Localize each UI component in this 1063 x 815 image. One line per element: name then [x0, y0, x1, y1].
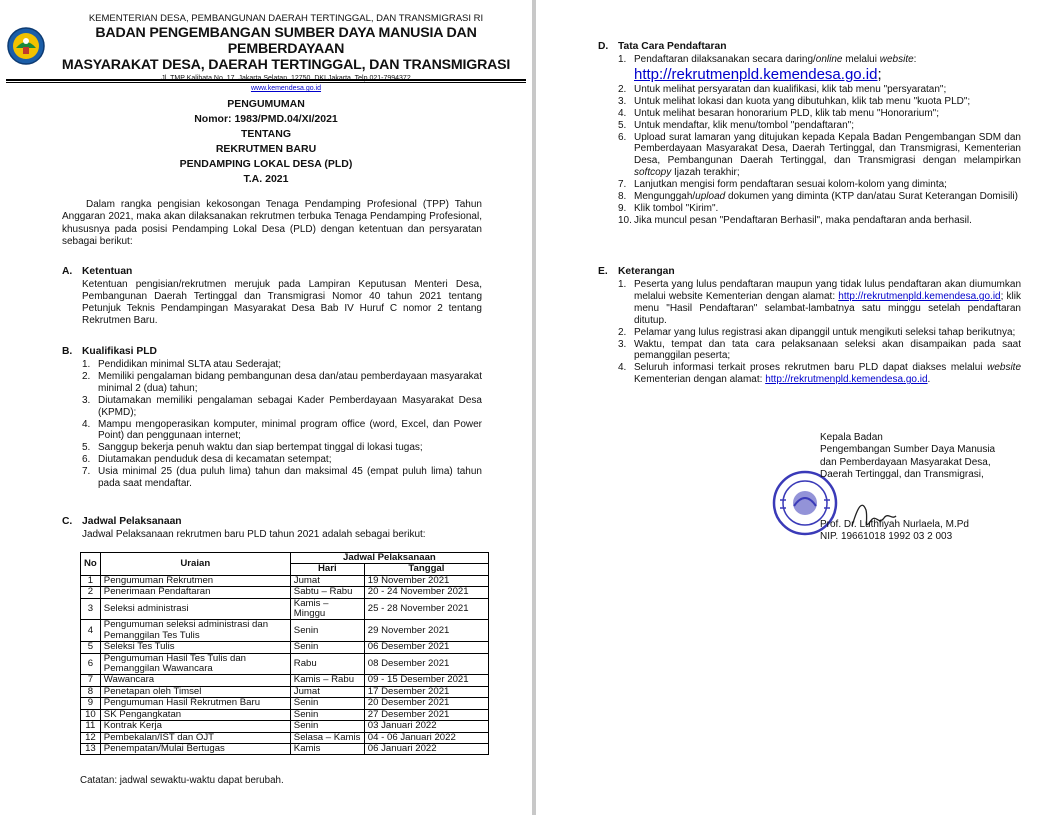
- table-row: [81, 721, 489, 732]
- row-hari: Selasa – Kamis: [290, 732, 364, 743]
- section-a-letter: A.: [62, 266, 73, 277]
- signatory-nip: NIP. 19661018 1992 03 2 003: [820, 531, 953, 543]
- title-line1: PENGUMUMAN: [227, 98, 305, 110]
- row-uraian: Pengumuman Hasil Rekrutmen Baru: [100, 698, 290, 709]
- signature-title-line3: dan Pemberdayaan Masyarakat Desa,: [820, 456, 991, 468]
- row-tanggal: 25 - 28 November 2021: [364, 598, 488, 620]
- row-no: 5: [81, 642, 101, 653]
- row-uraian: Seleksi Tes Tulis: [100, 642, 290, 653]
- table-row: [81, 642, 489, 653]
- row-no: 6: [81, 653, 101, 675]
- title-year: T.A. 2021: [243, 173, 289, 185]
- col-header-uraian: Uraian: [100, 553, 290, 576]
- list-item: 2. Pelamar yang lulus registrasi akan dipanggil untuk mengikuti seleksi tahap berikutnya;: [618, 326, 1016, 338]
- row-no: 1: [81, 575, 101, 586]
- row-uraian: Pembekalan/IST dan OJT: [100, 732, 290, 743]
- list-item: 4. Untuk melihat besaran honorarium PLD, klik tab menu "Honorarium";: [618, 107, 940, 119]
- results-link[interactable]: http://rekrutmenpld.kemendesa.go.id: [838, 290, 1001, 302]
- section-e-title: Keterangan: [618, 266, 675, 277]
- agency-name-line2: MASYARAKAT DESA, DAERAH TERTINGGAL, DAN TRANSMIGRASI: [61, 57, 511, 73]
- letterhead-rule-thin: [6, 82, 526, 83]
- notes-list: [618, 279, 1021, 386]
- row-uraian: Wawancara: [100, 675, 290, 686]
- row-no: 10: [81, 709, 101, 720]
- list-item: 7. Usia minimal 25 (dua puluh lima) tahun dan maksimal 45 (empat puluh lima) tahun pada saat mendaftar.: [82, 466, 482, 490]
- row-hari: Rabu: [290, 653, 364, 675]
- table-row: [81, 698, 489, 709]
- row-no: 2: [81, 587, 101, 598]
- row-tanggal: 20 - 24 November 2021: [364, 587, 488, 598]
- row-hari: Kamis – Minggu: [290, 598, 364, 620]
- section-b-title: Kualifikasi PLD: [82, 346, 157, 357]
- row-tanggal: 09 - 15 Desember 2021: [364, 675, 488, 686]
- title-line3: TENTANG: [241, 128, 291, 140]
- row-no: 3: [81, 598, 101, 620]
- section-c-body: Jadwal Pelaksanaan rekrutmen baru PLD tahun 2021 adalah sebagai berikut:: [82, 529, 426, 540]
- row-hari: Kamis – Rabu: [290, 675, 364, 686]
- list-item: 9. Klik tombol "Kirim".: [618, 202, 719, 214]
- list-item: 1. Pendaftaran dilaksanakan secara daring/online melalui website: http://rekrutmenpld.kemendesa.go.id;: [618, 54, 917, 83]
- table-row: [81, 743, 489, 754]
- list-item: 1. Pendidikan minimal SLTA atau Sederajat;: [82, 359, 282, 370]
- row-no: 13: [81, 743, 101, 754]
- page-right: [536, 0, 1063, 815]
- list-item: 2. Memiliki pengalaman bidang pembangunan desa dan/atau pemberdayaan masyarakat minimal 2 (dua) tahun;: [82, 370, 482, 394]
- title-line4: REKRUTMEN BARU: [215, 143, 317, 155]
- schedule-note: Catatan: jadwal sewaktu-waktu dapat berubah.: [80, 775, 284, 786]
- section-c-letter: C.: [62, 516, 73, 527]
- list-item: 6. Upload surat lamaran yang ditujukan kepada Kepala Badan Pengembangan SDM dan Pemberdayaan Masyarakat Desa, Daerah Tertinggal, dan Transmigrasi, Kementerian Desa, Pembangunan Daerah Tertinggal, dan Transmigrasi dengan melampirkan softcopy Ijazah terakhir;: [618, 131, 1021, 179]
- letterhead: [40, 13, 532, 93]
- table-row: [81, 598, 489, 620]
- row-tanggal: 17 Desember 2021: [364, 686, 488, 697]
- info-link[interactable]: http://rekrutmenpld.kemendesa.go.id: [765, 374, 928, 386]
- row-tanggal: 19 November 2021: [364, 575, 488, 586]
- section-a-title: Ketentuan: [82, 266, 133, 277]
- intro-paragraph: [62, 199, 482, 249]
- title-line5: PENDAMPING LOKAL DESA (PLD): [179, 158, 353, 170]
- row-hari: Senin: [290, 620, 364, 642]
- table-row: [81, 575, 489, 586]
- row-hari: Senin: [290, 642, 364, 653]
- list-item: 5. Sanggup bekerja penuh waktu dan siap bertempat tinggal di lokasi tugas;: [82, 442, 423, 454]
- section-d-heading: [598, 41, 727, 52]
- list-item: 4. Mampu mengoperasikan komputer, minimal program office (word, Excel, dan Power Point) dan penggunaan internet;: [82, 418, 482, 442]
- row-tanggal: 03 Januari 2022: [364, 721, 488, 732]
- signature-block: [820, 432, 1020, 543]
- row-hari: Senin: [290, 709, 364, 720]
- row-tanggal: 06 Januari 2022: [364, 743, 488, 754]
- row-uraian: Pengumuman Rekrutmen: [100, 575, 290, 586]
- table-row: [81, 675, 489, 686]
- intro-text: Dalam rangka pengisian kekosongan Tenaga Pendamping Profesional (TPP) Tahun Anggaran 2021, maka akan dilaksanakan rekrutmen terbuka Tenaga Pendamping Profesional, khususnya pada posisi Pendamping Lokal Desa (PLD) dengan ketentuan dan persyaratan sebagai berikut:: [62, 199, 482, 248]
- section-c-heading: [62, 516, 182, 527]
- announcement-title: [0, 97, 532, 187]
- table-row: [81, 620, 489, 642]
- section-b-letter: B.: [62, 346, 73, 357]
- signature-title-line4: Daerah Tertinggal, dan Transmigrasi,: [820, 469, 984, 481]
- section-b-heading: [62, 346, 157, 357]
- list-item: 3. Untuk melihat lokasi dan kuota yang dibutuhkan, klik tab menu "kuota PLD";: [618, 95, 971, 107]
- table-row: [81, 686, 489, 697]
- list-item: 7. Lanjutkan mengisi form pendaftaran sesuai kolom-kolom yang diminta;: [618, 179, 947, 191]
- section-a-body: Ketentuan pengisian/rekrutmen merujuk pada Lampiran Keputusan Menteri Desa, Pembangunan Daerah Tertinggal dan Transmigrasi Nomor 40 tahun 2021 tentang Petunjuk Teknis Pendampingan Masyarakat Desa Bab IV Huruf C nomor 2 tentang Rekrutmen Baru.: [82, 279, 482, 326]
- row-uraian: Penetapan oleh Timsel: [100, 686, 290, 697]
- signature-title-line2: Pengembangan Sumber Daya Manusia: [820, 444, 996, 456]
- row-tanggal: 29 November 2021: [364, 620, 488, 642]
- row-tanggal: 06 Desember 2021: [364, 642, 488, 653]
- row-uraian: Seleksi administrasi: [100, 598, 290, 620]
- row-tanggal: 08 Desember 2021: [364, 653, 488, 675]
- row-hari: Senin: [290, 721, 364, 732]
- col-header-no: No: [81, 553, 101, 576]
- section-a-heading: [62, 266, 132, 277]
- section-e-heading: [598, 266, 675, 277]
- list-item: 8. Mengunggah/upload dokumen yang diminta (KTP dan/atau Surat Keterangan Domisili): [618, 191, 1018, 203]
- list-item: 1. Peserta yang lulus pendaftaran maupun yang tidak lulus pendaftaran akan diumumkan melalui website Kementerian dengan alamat: http://rekrutmenpld.kemendesa.go.id; klik menu "Hasil Pendaftaran" selambat-lambatnya satu minggu setelah pendaftaran ditutup.: [618, 279, 1021, 326]
- schedule-table: [80, 552, 489, 755]
- table-row: [81, 732, 489, 743]
- row-hari: Kamis: [290, 743, 364, 754]
- registration-link[interactable]: http://rekrutmenpld.kemendesa.go.id: [634, 65, 878, 83]
- agency-website-link[interactable]: www.kemendesa.go.id: [250, 85, 322, 92]
- registration-steps-list: [618, 54, 1021, 227]
- section-e-letter: E.: [598, 266, 608, 277]
- row-uraian: Penerimaan Pendaftaran: [100, 587, 290, 598]
- list-item: 2. Untuk melihat persyaratan dan kualifikasi, klik tab menu "persyaratan";: [618, 83, 947, 95]
- schedule-table-body: [81, 575, 489, 755]
- row-no: 7: [81, 675, 101, 686]
- row-no: 4: [81, 620, 101, 642]
- title-number: Nomor: 1983/PMD.04/XI/2021: [194, 113, 338, 125]
- row-no: 8: [81, 686, 101, 697]
- col-header-hari: Hari: [290, 564, 364, 575]
- list-item: 4. Seluruh informasi terkait proses rekrutmen baru PLD dapat diakses melalui website Kementerian dengan alamat: http://rekrutmenpld.kemendesa.go.id.: [618, 362, 1021, 386]
- list-item: 5. Untuk mendaftar, klik menu/tombol "pendaftaran";: [618, 119, 854, 131]
- list-item: 3. Diutamakan memiliki pengalaman sebagai Kader Pemberdayaan Masyarakat Desa (KPMD);: [82, 394, 482, 418]
- row-hari: Sabtu – Rabu: [290, 587, 364, 598]
- row-tanggal: 20 Desember 2021: [364, 698, 488, 709]
- signature-title-line1: Kepala Badan: [820, 432, 883, 443]
- list-item: 3. Waktu, tempat dan tata cara pelaksanaan seleksi akan disampaikan pada saat pemanggilan peserta;: [618, 338, 1021, 362]
- table-row: [81, 587, 489, 598]
- agency-name-line1: BADAN PENGEMBANGAN SUMBER DAYA MANUSIA DAN PEMBERDAYAAN: [95, 25, 477, 57]
- row-uraian: Kontrak Kerja: [100, 721, 290, 732]
- row-no: 12: [81, 732, 101, 743]
- section-d-title: Tata Cara Pendaftaran: [618, 41, 727, 52]
- row-no: 9: [81, 698, 101, 709]
- table-row: [81, 709, 489, 720]
- ministry-name: KEMENTERIAN DESA, PEMBANGUNAN DAERAH TERTINGGAL, DAN TRANSMIGRASI RI: [88, 13, 484, 24]
- row-no: 11: [81, 721, 101, 732]
- row-uraian: Pengumuman Hasil Tes Tulis dan Pemanggilan Wawancara: [100, 653, 290, 675]
- row-uraian: Penempatan/Mulai Bertugas: [100, 743, 290, 754]
- row-tanggal: 27 Desember 2021: [364, 709, 488, 720]
- row-uraian: SK Pengangkatan: [100, 709, 290, 720]
- signatory-name: Prof. Dr. Luthfiyah Nurlaela, M.Pd: [820, 518, 969, 530]
- row-hari: Jumat: [290, 575, 364, 586]
- section-d-letter: D.: [598, 41, 609, 52]
- row-hari: Senin: [290, 698, 364, 709]
- qualification-list: [82, 359, 482, 490]
- col-header-jadwal: Jadwal Pelaksanaan: [290, 553, 488, 564]
- row-tanggal: 04 - 06 Januari 2022: [364, 732, 488, 743]
- table-row: [81, 653, 489, 675]
- list-item: 6. Diutamakan penduduk desa di kecamatan setempat;: [82, 454, 332, 466]
- letterhead-rule-thick: [6, 79, 526, 81]
- col-header-tanggal: Tanggal: [364, 564, 488, 575]
- row-uraian: Pengumuman seleksi administrasi dan Pemanggilan Tes Tulis: [100, 620, 290, 642]
- row-hari: Jumat: [290, 686, 364, 697]
- section-c-title: Jadwal Pelaksanaan: [82, 516, 182, 527]
- list-item: 10. Jika muncul pesan "Pendaftaran Berhasil", maka pendaftaran anda berhasil.: [618, 214, 972, 226]
